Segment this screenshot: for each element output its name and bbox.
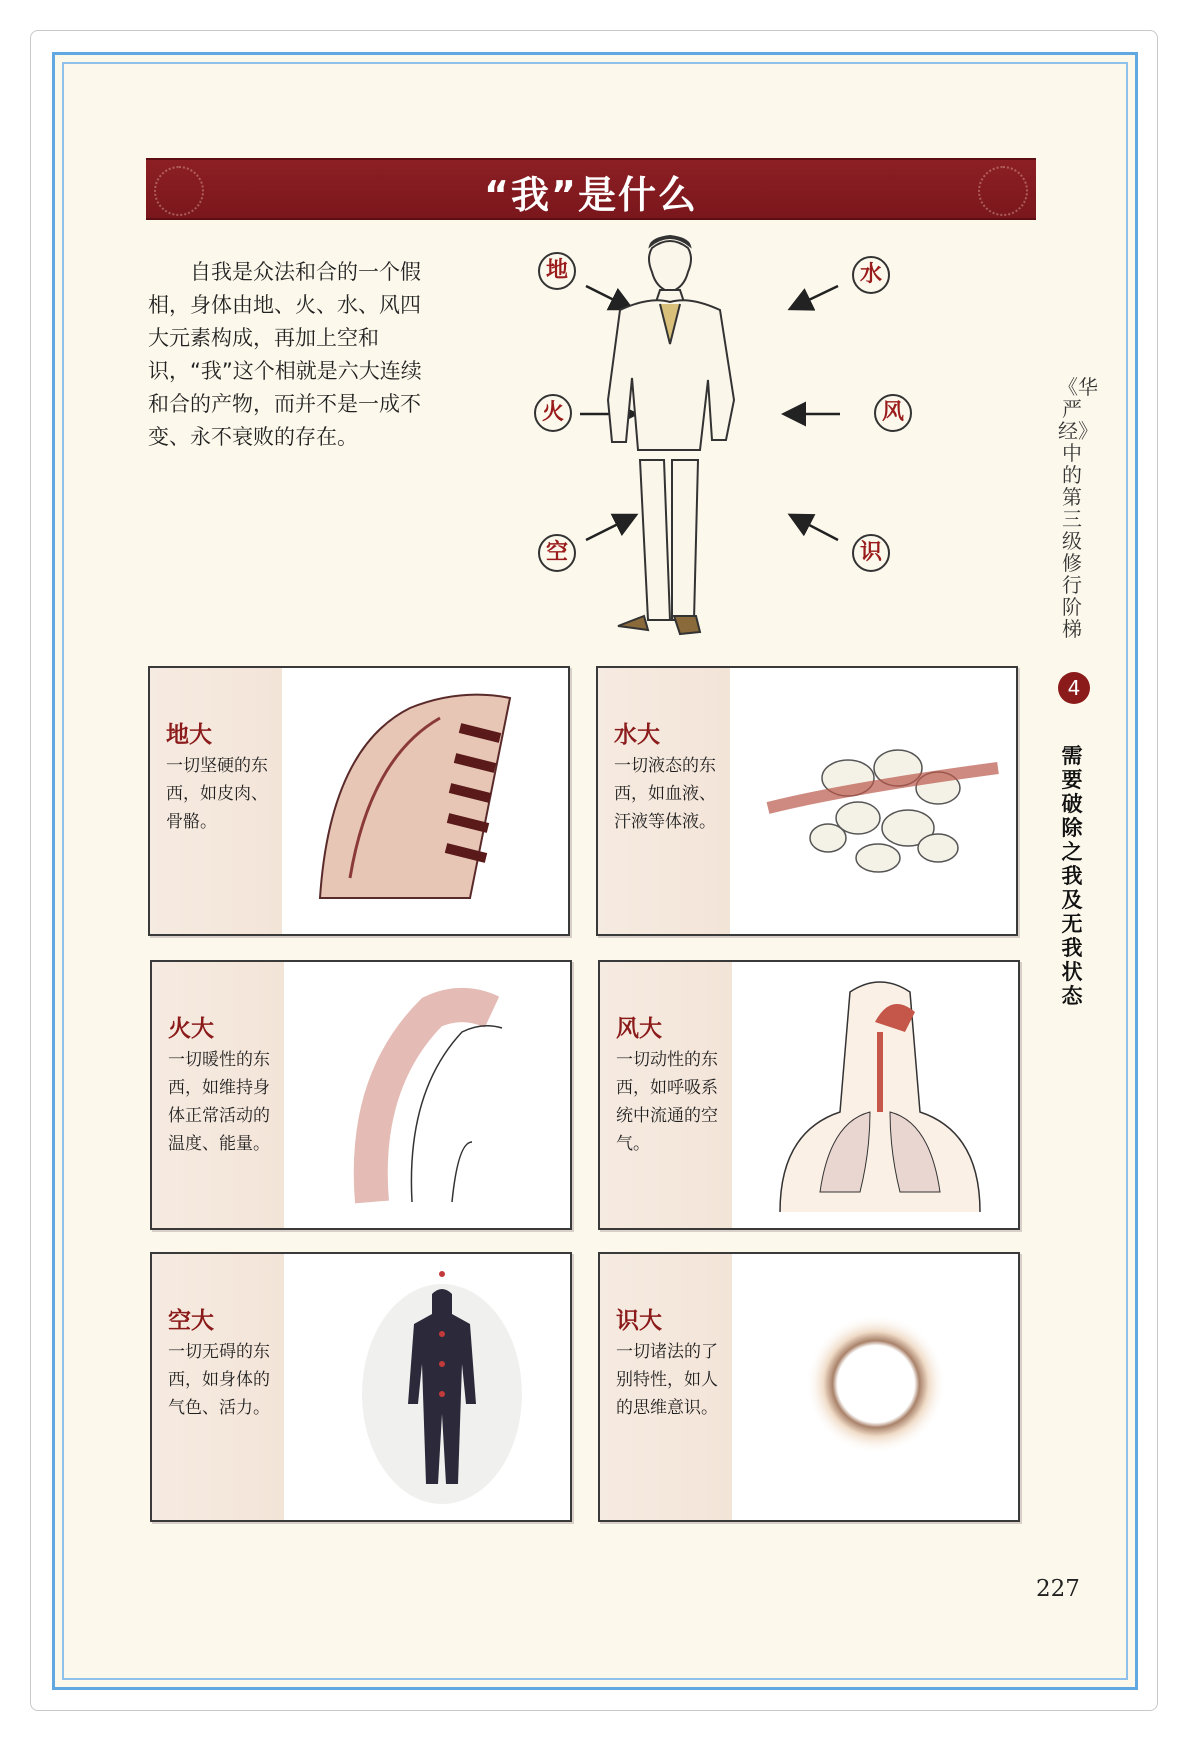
sidebar-chapter-title: 需要破除之我及无我状态 xyxy=(1061,744,1083,1008)
element-water-icon: 水 xyxy=(852,256,890,294)
card-earth xyxy=(148,666,570,936)
card-water xyxy=(596,666,1018,936)
man-figure-illustration xyxy=(560,230,780,640)
card-consciousness xyxy=(598,1252,1020,1522)
element-consciousness-icon: 识 xyxy=(852,534,890,572)
card-description: 一切暖性的东西，如维持身体正常活动的温度、能量。 xyxy=(168,1050,270,1154)
card-wind xyxy=(598,960,1020,1230)
sidebar-book-title: 《华严经》中的第三级修行阶梯 xyxy=(1058,375,1098,641)
card-title: 风大 xyxy=(616,1016,662,1042)
lungs-illustration xyxy=(740,962,1014,1228)
element-fire-icon: 火 xyxy=(534,394,572,432)
card-title: 地大 xyxy=(166,722,212,748)
glowing-orb-illustration xyxy=(740,1254,1014,1520)
section-title: “我”是什么 xyxy=(484,173,698,217)
card-space xyxy=(150,1252,572,1522)
intro-paragraph xyxy=(148,256,438,454)
chapter-number-badge: 4 xyxy=(1058,672,1090,704)
muscle-ribcage-illustration xyxy=(290,668,564,934)
element-wind-icon: 风 xyxy=(874,394,912,432)
card-fire xyxy=(150,960,572,1230)
card-title: 水大 xyxy=(614,722,660,748)
element-earth-icon: 地 xyxy=(538,252,576,290)
card-description: 一切动性的东西，如呼吸系统中流通的空气。 xyxy=(616,1050,718,1154)
card-title: 空大 xyxy=(168,1308,214,1334)
element-space-icon: 空 xyxy=(538,534,576,572)
blood-cells-illustration xyxy=(738,668,1012,934)
page-number: 227 xyxy=(1036,1576,1080,1602)
card-description: 一切诸法的了别特性，如人的思维意识。 xyxy=(616,1342,718,1418)
card-title: 火大 xyxy=(168,1016,214,1042)
chakra-body-illustration xyxy=(292,1254,566,1520)
card-description: 一切液态的东西，如血液、汗液等体液。 xyxy=(614,756,716,832)
shoulder-heat-illustration xyxy=(292,962,566,1228)
card-title: 识大 xyxy=(616,1308,662,1334)
intro-text: 自我是众法和合的一个假相，身体由地、火、水、风四大元素构成，再加上空和识，“我”这个相就是六大连续和合的产物，而并不是一成不变、永不衰败的存在。 xyxy=(148,260,422,449)
card-description: 一切无碍的东西，如身体的气色、活力。 xyxy=(168,1342,270,1418)
card-description: 一切坚硬的东西，如皮肉、骨骼。 xyxy=(166,756,268,832)
section-banner xyxy=(146,158,1036,220)
